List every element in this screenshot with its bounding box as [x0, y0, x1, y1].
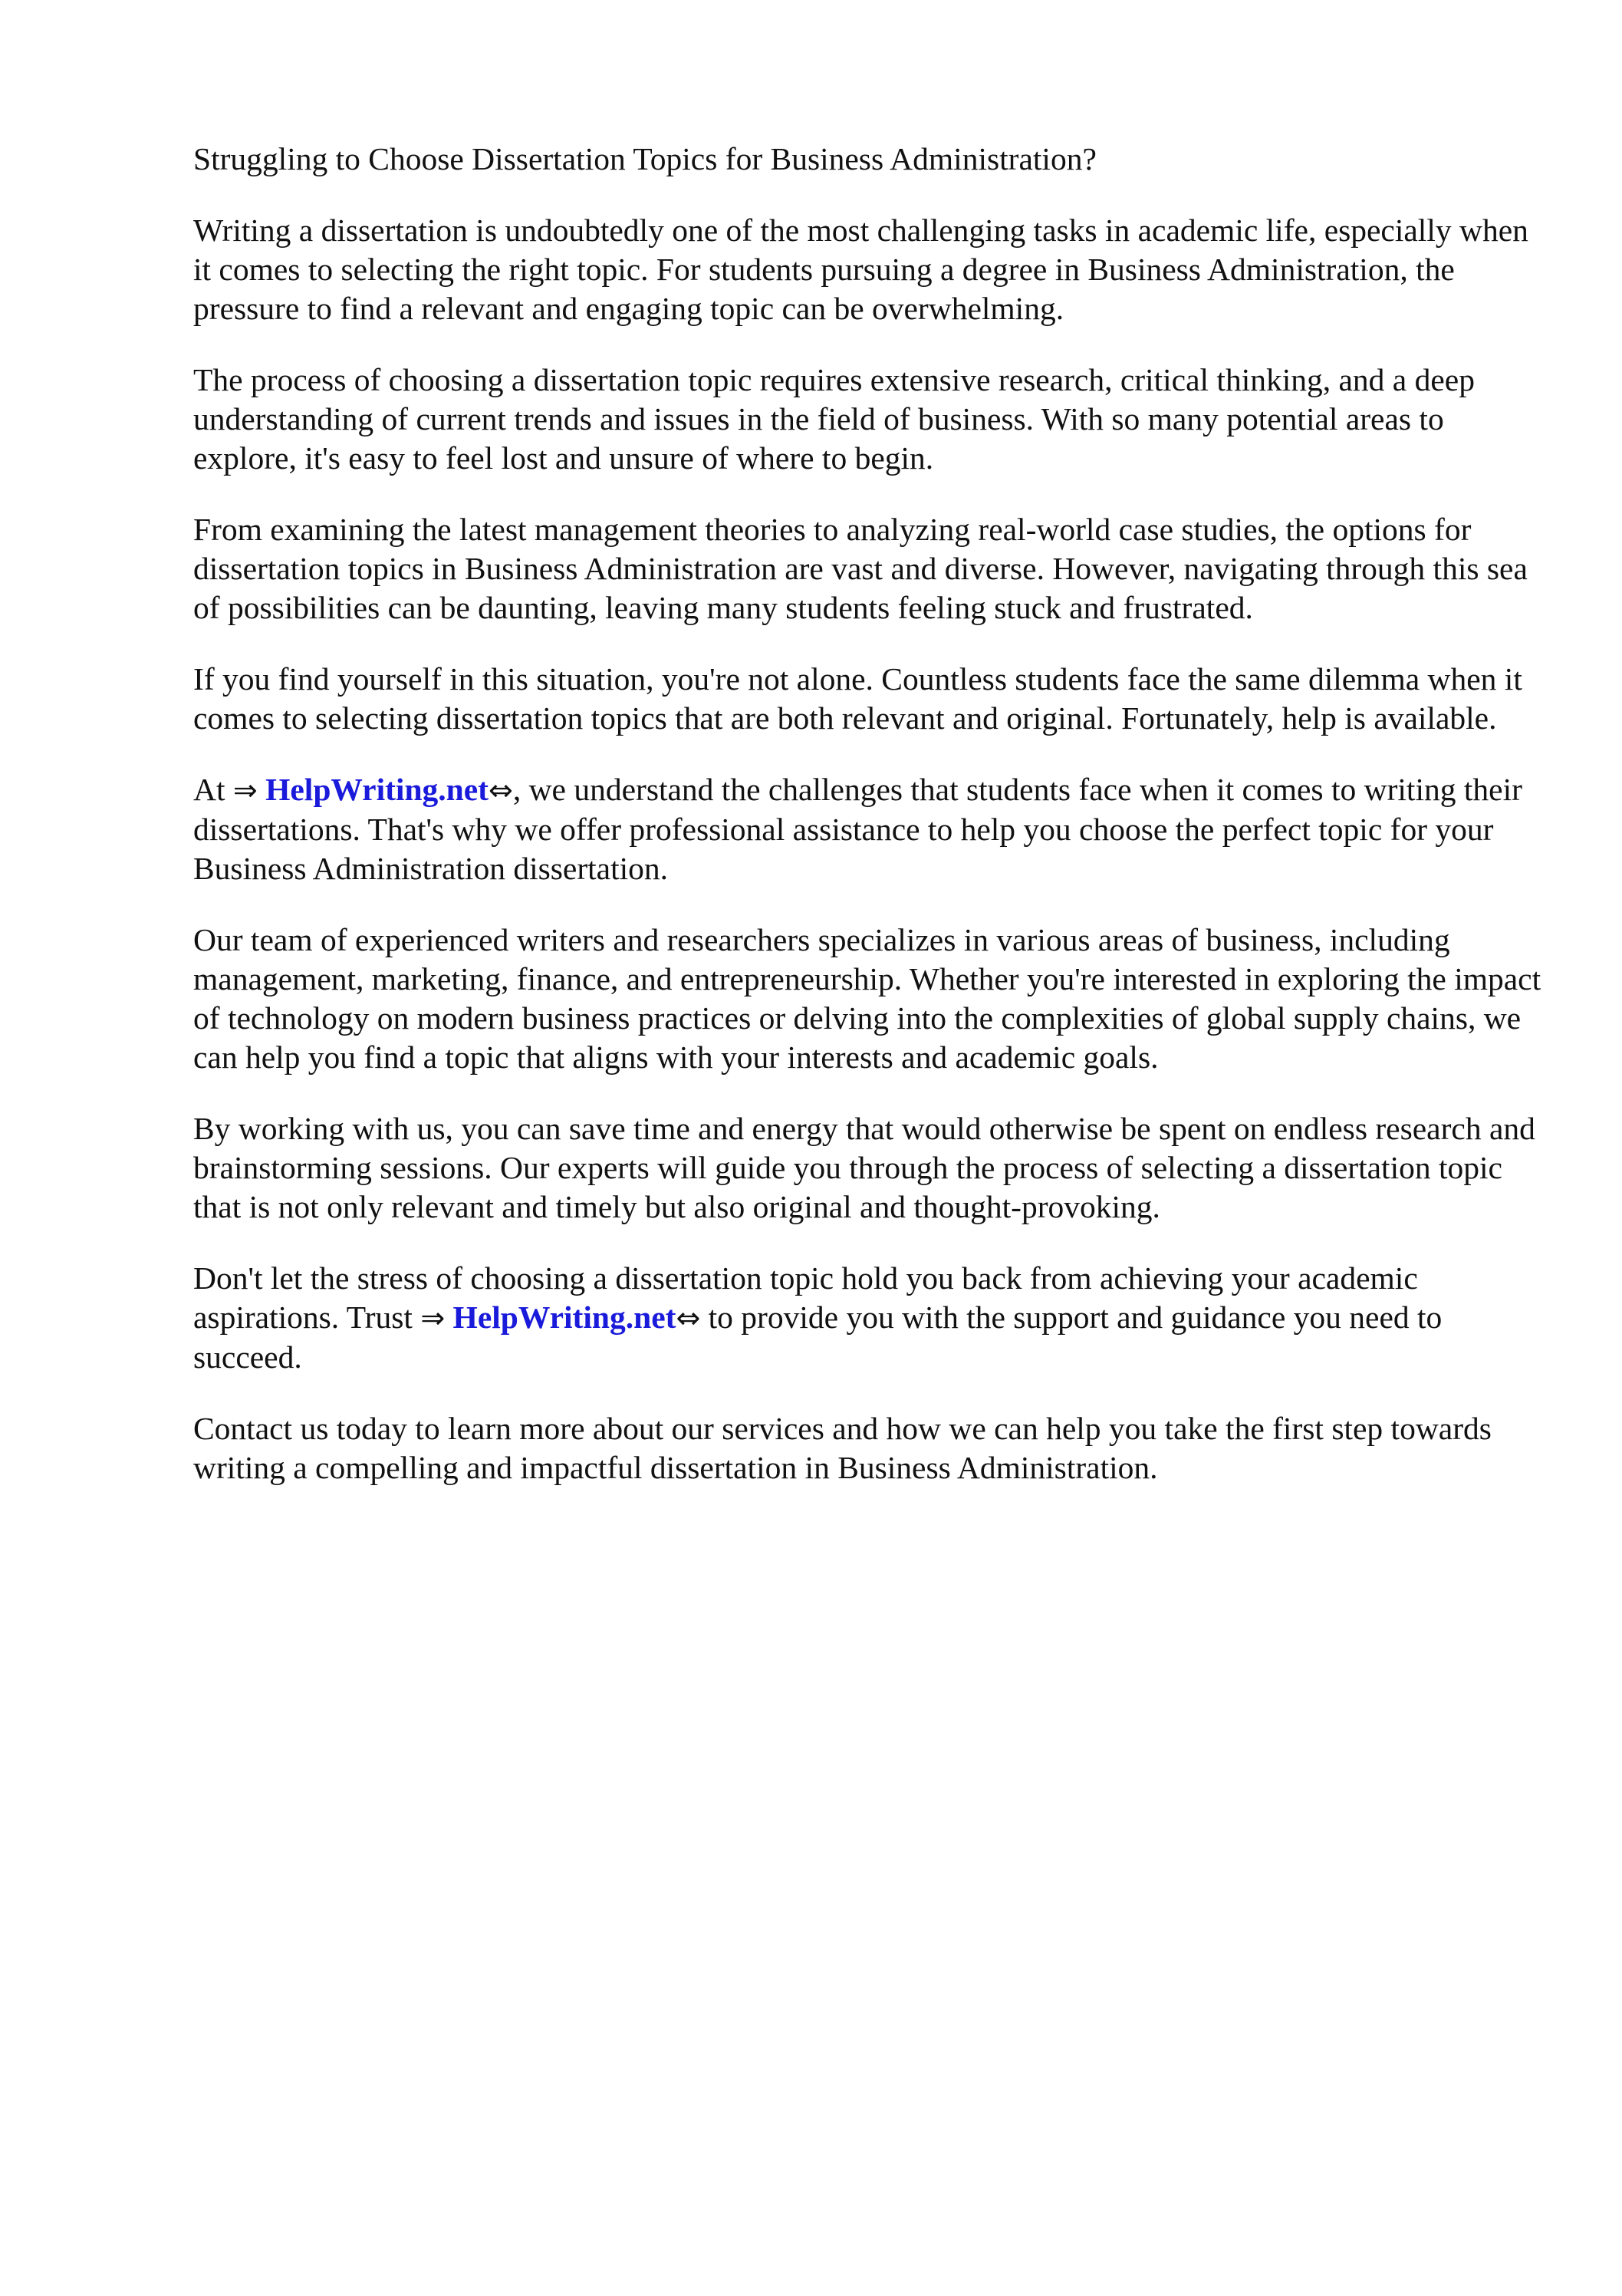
document-title: Struggling to Choose Dissertation Topics for Business Administration?: [193, 141, 1097, 176]
paragraph-process: The process of choosing a dissertation topic requires extensive research, critical thinking, and a deep understanding of current trends and issues in the field of business. With so many potential areas to explore, it's easy to feel lost and unsure of where to begin.: [193, 362, 1475, 476]
paragraph-helpwriting-rest: , we understand the challenges that students face when it comes to writing their dissertations. That's why we offer professional assistance to help you choose the perfect topic for your Business Administration dissertation.: [193, 772, 1522, 886]
double-arrow-icon: ⇔: [488, 773, 513, 807]
paragraph-not-alone: If you find yourself in this situation, you're not alone. Countless students face the same dilemma when it comes to selecting dissertation topics that are both relevant and original. Fortunately, help is available.: [193, 661, 1522, 736]
paragraph-helpwriting: [193, 770, 1543, 888]
helpwriting-link[interactable]: HelpWriting.net: [452, 1300, 676, 1335]
paragraph-working-with-us: By working with us, you can save time and energy that would otherwise be spent on endless research and brainstorming sessions. Our experts will guide you through the process of selecting a dissertation topic that is not only relevant and timely but also original and thought-provoking.: [193, 1111, 1535, 1224]
document-page: [193, 140, 1543, 1520]
helpwriting-link[interactable]: HelpWriting.net: [265, 772, 489, 807]
paragraph-options: From examining the latest management theories to analyzing real-world case studies, the options for dissertation topics in Business Administration are vast and diverse. However, navigating through this sea of possibilities can be daunting, leaving many students feeling stuck and frustrated.: [193, 512, 1528, 625]
paragraph-team: Our team of experienced writers and researchers specializes in various areas of business, including management, marketing, finance, and entrepreneurship. Whether you're interested in exploring the impact of technology on modern business practices or delving into the complexities of global supply chains, we can help you find a topic that aligns with your interests and academic goals.: [193, 922, 1541, 1075]
double-arrow-icon: ⇔: [676, 1301, 701, 1335]
paragraph-helpwriting-lead: At: [193, 772, 233, 807]
paragraph-contact: Contact us today to learn more about our services and how we can help you take the first step towards writing a compelling and impactful dissertation in Business Administration.: [193, 1411, 1492, 1485]
paragraph-trust-lead: Don't let the stress of choosing a dissertation topic hold you back from achieving your academic aspirations. Trust: [193, 1260, 1418, 1335]
right-arrow-icon: ⇒: [232, 773, 258, 807]
paragraph-intro: Writing a dissertation is undoubtedly one of the most challenging tasks in academic life, especially when it comes to selecting the right topic. For students pursuing a degree in Business Administration, the pressure to find a relevant and engaging topic can be overwhelming.: [193, 212, 1528, 326]
paragraph-trust: [193, 1259, 1543, 1377]
paragraph-trust-rest: to provide you with the support and guidance you need to succeed.: [193, 1300, 1443, 1375]
right-arrow-icon: ⇒: [420, 1301, 446, 1335]
